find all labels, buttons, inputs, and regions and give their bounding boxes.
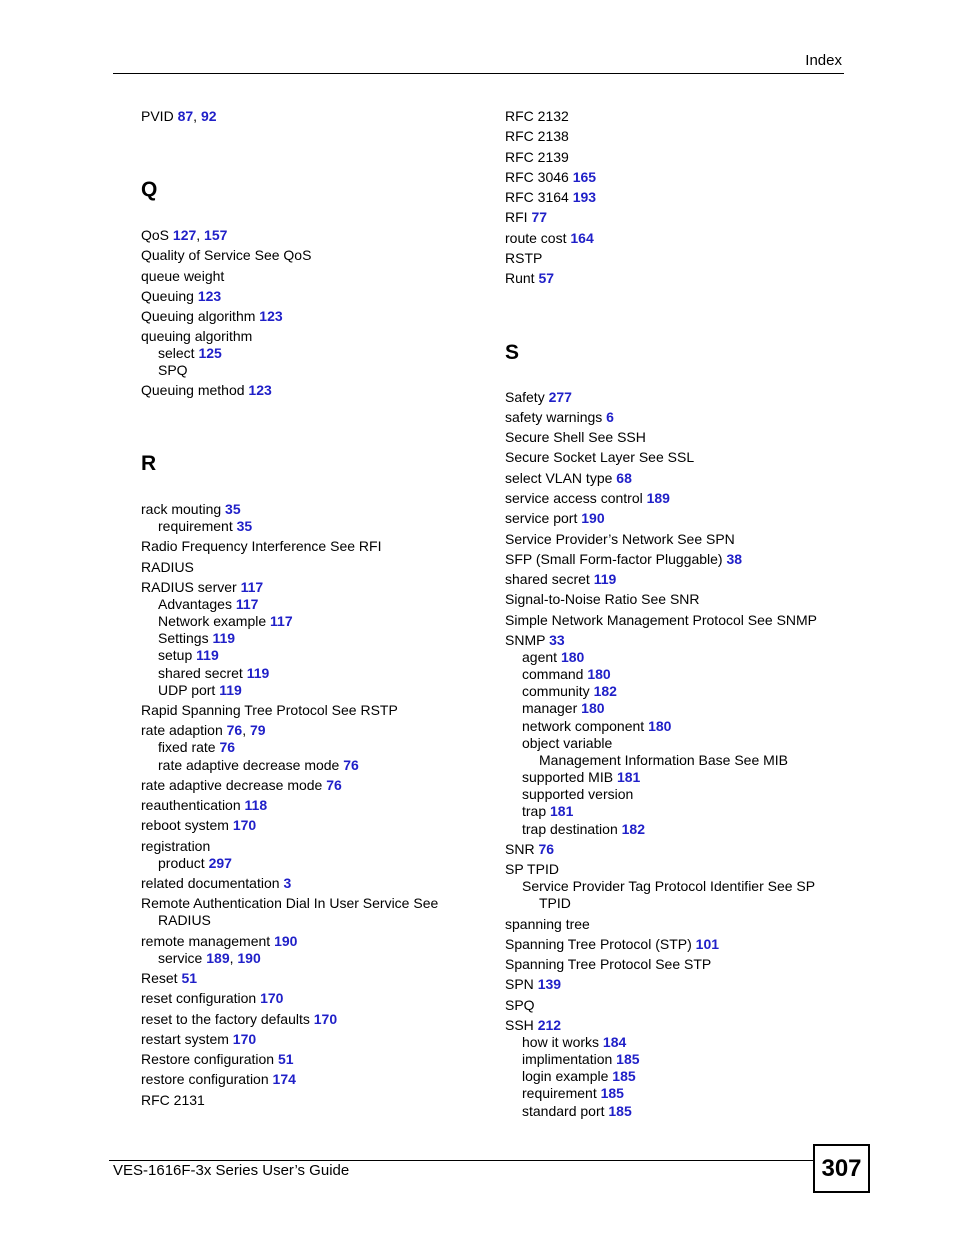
- index-term: RSTP: [505, 250, 543, 266]
- index-entry: [505, 976, 561, 993]
- page-link[interactable]: 174: [272, 1071, 296, 1087]
- index-term: RADIUS: [141, 559, 194, 575]
- page-link[interactable]: 38: [726, 551, 743, 567]
- page-link[interactable]: 117: [235, 596, 259, 612]
- index-entry: [141, 288, 221, 305]
- page-link[interactable]: 182: [593, 683, 617, 699]
- page-link[interactable]: 123: [197, 288, 222, 304]
- page-link[interactable]: 119: [212, 630, 236, 646]
- index-term: SNR: [505, 841, 535, 857]
- index-term: Runt: [505, 270, 535, 286]
- page-link[interactable]: 87: [177, 108, 194, 124]
- index-entry: [505, 209, 547, 226]
- index-entry: [522, 649, 584, 666]
- page-link[interactable]: 35: [225, 501, 241, 517]
- index-entry: [141, 501, 241, 518]
- index-entry: [505, 169, 596, 186]
- index-entry: [505, 470, 632, 487]
- index-entry: [505, 997, 535, 1014]
- index-term: Safety: [505, 389, 545, 405]
- index-entry: [522, 735, 612, 752]
- index-entry: [505, 149, 569, 166]
- section-letter-q: Q: [141, 178, 158, 201]
- page-link[interactable]: 51: [181, 970, 198, 986]
- index-entry: [158, 630, 235, 647]
- page-link[interactable]: 185: [600, 1085, 624, 1101]
- index-entry: [505, 449, 694, 466]
- header-rule: [113, 73, 844, 74]
- index-term: requirement: [522, 1085, 597, 1101]
- page-link[interactable]: 157: [204, 227, 228, 243]
- index-term: queuing algorithm: [141, 328, 253, 344]
- index-term: Secure Shell See SSH: [505, 429, 646, 445]
- index-entry: [505, 591, 700, 608]
- index-entry: [158, 518, 252, 535]
- page-link[interactable]: 77: [531, 209, 548, 225]
- index-entry: service 189, 190: [158, 950, 261, 966]
- index-term: Network example: [158, 613, 267, 629]
- index-entry: [522, 1085, 624, 1102]
- index-term: SPQ: [158, 362, 188, 378]
- page-link[interactable]: 190: [237, 950, 261, 966]
- page-link[interactable]: 180: [560, 649, 585, 665]
- index-term: Restore configuration: [141, 1051, 275, 1067]
- index-term: RADIUS server: [141, 579, 237, 595]
- index-term: Service Provider’s Network See SPN: [505, 531, 735, 547]
- index-term: manager: [522, 700, 578, 716]
- index-term: Rapid Spanning Tree Protocol See RSTP: [141, 702, 398, 718]
- page-link[interactable]: 164: [570, 230, 594, 246]
- index-entry: [141, 817, 256, 834]
- index-entry: [505, 956, 711, 973]
- index-term: SPN: [505, 976, 534, 992]
- index-term: queue weight: [141, 268, 225, 284]
- index-entry: [158, 596, 258, 613]
- index-term: Simple Network Management Protocol See SNMP: [505, 612, 818, 628]
- index-term: remote management: [141, 933, 271, 949]
- index-term: SPQ: [505, 997, 535, 1013]
- page-link[interactable]: 189: [206, 950, 230, 966]
- page-link[interactable]: 185: [608, 1103, 632, 1119]
- index-term: SSH: [505, 1017, 534, 1033]
- index-entry: [141, 1011, 337, 1028]
- index-term: object variable: [522, 735, 613, 751]
- index-entry: [158, 757, 359, 774]
- index-term: Management Information Base See MIB: [539, 752, 789, 768]
- index-term: reset configuration: [141, 990, 257, 1006]
- index-entry: [505, 490, 670, 507]
- page-link[interactable]: 277: [548, 389, 572, 405]
- page-link[interactable]: 180: [587, 666, 611, 682]
- index-entry: rate adaption 76, 79: [141, 722, 266, 738]
- index-term: how it works: [522, 1034, 600, 1050]
- index-entry: [141, 797, 267, 814]
- index-entry: [505, 250, 542, 267]
- index-term: safety warnings: [505, 409, 603, 425]
- page-link[interactable]: 190: [274, 933, 298, 949]
- page-link[interactable]: 125: [198, 345, 222, 361]
- index-entry: [522, 769, 640, 786]
- page-link[interactable]: 139: [537, 976, 562, 992]
- index-term: RFI: [505, 209, 528, 225]
- index-term: shared secret: [505, 571, 590, 587]
- index-entry: [505, 1017, 561, 1034]
- index-term: product: [158, 855, 205, 871]
- index-term: SFP (Small Form-factor Pluggable): [505, 551, 723, 567]
- index-term: Settings: [158, 630, 209, 646]
- index-term: RADIUS: [158, 912, 211, 928]
- page-link[interactable]: 180: [581, 700, 605, 716]
- index-term: service access control: [505, 490, 643, 506]
- index-term: login example: [522, 1068, 609, 1084]
- index-entry: [505, 128, 569, 145]
- index-entry: [522, 718, 671, 735]
- index-term: reboot system: [141, 817, 229, 833]
- header-section-title: Index: [805, 52, 842, 69]
- page-number: 307: [813, 1144, 870, 1193]
- page-link[interactable]: 127: [172, 227, 197, 243]
- page-link[interactable]: 123: [248, 382, 272, 398]
- index-entry: [505, 861, 559, 878]
- index-entry: [505, 612, 817, 629]
- footer-rule: [109, 1160, 814, 1161]
- index-term: shared secret: [158, 665, 243, 681]
- page-link[interactable]: 123: [259, 308, 283, 324]
- page-link[interactable]: 170: [232, 817, 257, 833]
- index-entry: [522, 1051, 640, 1068]
- index-term: supported MIB: [522, 769, 614, 785]
- index-entry: [505, 510, 605, 527]
- index-entry: [141, 328, 252, 345]
- footer-guide-title: VES-1616F-3x Series User’s Guide: [113, 1162, 350, 1179]
- index-entry: [141, 1051, 294, 1068]
- page-link[interactable]: 189: [646, 490, 670, 506]
- index-term: registration: [141, 838, 211, 854]
- index-term: trap: [522, 803, 547, 819]
- page-link[interactable]: 79: [249, 722, 266, 738]
- index-entry: [505, 531, 735, 548]
- index-term: trap destination: [522, 821, 618, 837]
- index-entry: [141, 970, 197, 987]
- index-term: restore configuration: [141, 1071, 269, 1087]
- page-link[interactable]: 181: [616, 769, 641, 785]
- page-link[interactable]: 117: [270, 613, 293, 629]
- index-entry: PVID 87, 92: [141, 108, 217, 124]
- index-entry: [522, 878, 815, 895]
- page-link[interactable]: 76: [326, 777, 342, 793]
- index-entry: [522, 803, 573, 820]
- index-term: TPID: [539, 895, 571, 911]
- index-entry: [505, 230, 594, 247]
- index-term: RFC 2132: [505, 108, 569, 124]
- index-entry: [522, 700, 605, 717]
- index-term: Queuing method: [141, 382, 245, 398]
- index-entry: [141, 1092, 205, 1109]
- index-entry: [141, 579, 263, 596]
- index-entry: [158, 345, 222, 362]
- page-link[interactable]: 117: [240, 579, 264, 595]
- index-term: agent: [522, 649, 558, 665]
- page-link[interactable]: 193: [572, 189, 597, 205]
- index-term: community: [522, 683, 590, 699]
- index-entry: [141, 382, 272, 399]
- index-entry: [522, 786, 633, 803]
- index-entry: [141, 247, 311, 264]
- index-entry: [158, 855, 232, 872]
- index-entry: [522, 683, 617, 700]
- index-term: Signal-to-Noise Ratio See SNR: [505, 591, 700, 607]
- index-term: UDP port: [158, 682, 216, 698]
- index-entry: [505, 551, 742, 568]
- page-link[interactable]: 181: [550, 803, 574, 819]
- page-link[interactable]: 184: [602, 1034, 627, 1050]
- index-term: service port: [505, 510, 578, 526]
- index-term: rack mouting: [141, 501, 222, 517]
- index-term: reauthentication: [141, 797, 241, 813]
- index-entry: [158, 613, 293, 630]
- index-entry: [141, 895, 438, 912]
- index-term: Quality of Service See QoS: [141, 247, 312, 263]
- page-link[interactable]: 76: [538, 841, 555, 857]
- page-link[interactable]: 297: [208, 855, 232, 871]
- page-link[interactable]: 76: [219, 739, 236, 755]
- index-entry: QoS 127, 157: [141, 227, 228, 243]
- page-link[interactable]: 118: [244, 797, 268, 813]
- index-entry: [141, 838, 210, 855]
- page-link[interactable]: 57: [538, 270, 555, 286]
- page-link[interactable]: 35: [236, 518, 253, 534]
- index-term: implimentation: [522, 1051, 613, 1067]
- page-link[interactable]: 76: [226, 722, 243, 738]
- index-entry: [505, 571, 616, 588]
- page-link[interactable]: 190: [581, 510, 605, 526]
- index-entry: [522, 821, 645, 838]
- section-letter-r: R: [141, 452, 157, 475]
- index-term: Spanning Tree Protocol (STP): [505, 936, 692, 952]
- index-entry: [141, 308, 283, 325]
- page-link[interactable]: 165: [572, 169, 597, 185]
- page-link[interactable]: 6: [606, 409, 614, 425]
- index-term: rate adaption: [141, 722, 223, 738]
- index-term: Secure Socket Layer See SSL: [505, 449, 695, 465]
- page-link[interactable]: 182: [621, 821, 645, 837]
- index-term: QoS: [141, 227, 170, 243]
- index-entry: [141, 777, 342, 794]
- index-entry: [141, 1071, 296, 1088]
- page-link[interactable]: 185: [616, 1051, 640, 1067]
- page-link[interactable]: 92: [200, 108, 217, 124]
- index-term: command: [522, 666, 584, 682]
- index-entry: [505, 936, 719, 953]
- section-letter-s: S: [505, 341, 520, 364]
- index-entry: [505, 409, 614, 426]
- index-term: PVID: [141, 108, 174, 124]
- page-link[interactable]: 68: [616, 470, 632, 486]
- index-term: RFC 2139: [505, 149, 569, 165]
- index-entry: [141, 538, 381, 555]
- index-entry: [141, 1031, 256, 1048]
- index-entry: [505, 389, 572, 406]
- page-link[interactable]: 185: [612, 1068, 636, 1084]
- index-term: service: [158, 950, 203, 966]
- index-entry: [505, 841, 554, 858]
- index-entry: [158, 682, 242, 699]
- index-entry: [522, 1068, 636, 1085]
- index-entry: [505, 270, 554, 287]
- index-term: select VLAN type: [505, 470, 613, 486]
- index-term: restart system: [141, 1031, 229, 1047]
- index-term: RFC 2131: [141, 1092, 205, 1108]
- index-entry: [522, 666, 611, 683]
- index-entry: [141, 559, 194, 576]
- index-entry: [158, 665, 269, 682]
- index-entry: [522, 1034, 626, 1051]
- page-link[interactable]: 51: [277, 1051, 294, 1067]
- index-term: Advantages: [158, 596, 232, 612]
- index-entry: [141, 702, 398, 719]
- index-entry: [158, 912, 211, 929]
- index-entry: [141, 933, 297, 950]
- index-entry: [158, 739, 235, 756]
- index-entry: [141, 990, 283, 1007]
- index-term: select: [158, 345, 195, 361]
- index-term: rate adaptive decrease mode: [141, 777, 323, 793]
- index-term: Spanning Tree Protocol See STP: [505, 956, 712, 972]
- index-entry: [505, 632, 565, 649]
- index-term: requirement: [158, 518, 233, 534]
- index-term: RFC 3164: [505, 189, 569, 205]
- index-entry: [141, 268, 224, 285]
- index-entry: [158, 362, 188, 379]
- page-link[interactable]: 212: [537, 1017, 562, 1033]
- index-term: SNMP: [505, 632, 546, 648]
- index-entry: [539, 752, 788, 769]
- index-term: rate adaptive decrease mode: [158, 757, 340, 773]
- index-entry: [539, 895, 571, 912]
- index-term: route cost: [505, 230, 567, 246]
- index-term: Service Provider Tag Protocol Identifier See SP: [522, 878, 816, 894]
- page-link[interactable]: 170: [313, 1011, 338, 1027]
- index-term: spanning tree: [505, 916, 590, 932]
- page-link[interactable]: 119: [593, 571, 617, 587]
- index-entry: [505, 189, 596, 206]
- page-link[interactable]: 170: [232, 1031, 257, 1047]
- index-term: network component: [522, 718, 645, 734]
- index-term: setup: [158, 647, 193, 663]
- index-term: Remote Authentication Dial In User Service See: [141, 895, 439, 911]
- index-term: Queuing: [141, 288, 194, 304]
- page-link[interactable]: 170: [260, 990, 284, 1006]
- page-link[interactable]: 76: [343, 757, 359, 773]
- index-entry: [505, 916, 590, 933]
- index-entry: [505, 108, 569, 125]
- page-link[interactable]: 33: [549, 632, 565, 648]
- index-term: reset to the factory defaults: [141, 1011, 310, 1027]
- index-term: related documentation: [141, 875, 280, 891]
- index-term: standard port: [522, 1103, 605, 1119]
- index-term: RFC 3046: [505, 169, 569, 185]
- index-entry: [522, 1103, 632, 1120]
- index-term: Reset: [141, 970, 178, 986]
- page-link[interactable]: 119: [196, 647, 219, 663]
- page-link[interactable]: 101: [695, 936, 720, 952]
- index-term: RFC 2138: [505, 128, 569, 144]
- page-link[interactable]: 119: [219, 682, 242, 698]
- index-entry: [141, 875, 291, 892]
- index-term: Queuing algorithm: [141, 308, 256, 324]
- page-link[interactable]: 180: [648, 718, 672, 734]
- page-link[interactable]: 3: [283, 875, 292, 891]
- index-term: supported version: [522, 786, 634, 802]
- index-term: fixed rate: [158, 739, 216, 755]
- index-entry: [158, 647, 219, 664]
- page-link[interactable]: 119: [246, 665, 270, 681]
- index-entry: [505, 429, 646, 446]
- index-term: Radio Frequency Interference See RFI: [141, 538, 382, 554]
- index-term: SP TPID: [505, 861, 559, 877]
